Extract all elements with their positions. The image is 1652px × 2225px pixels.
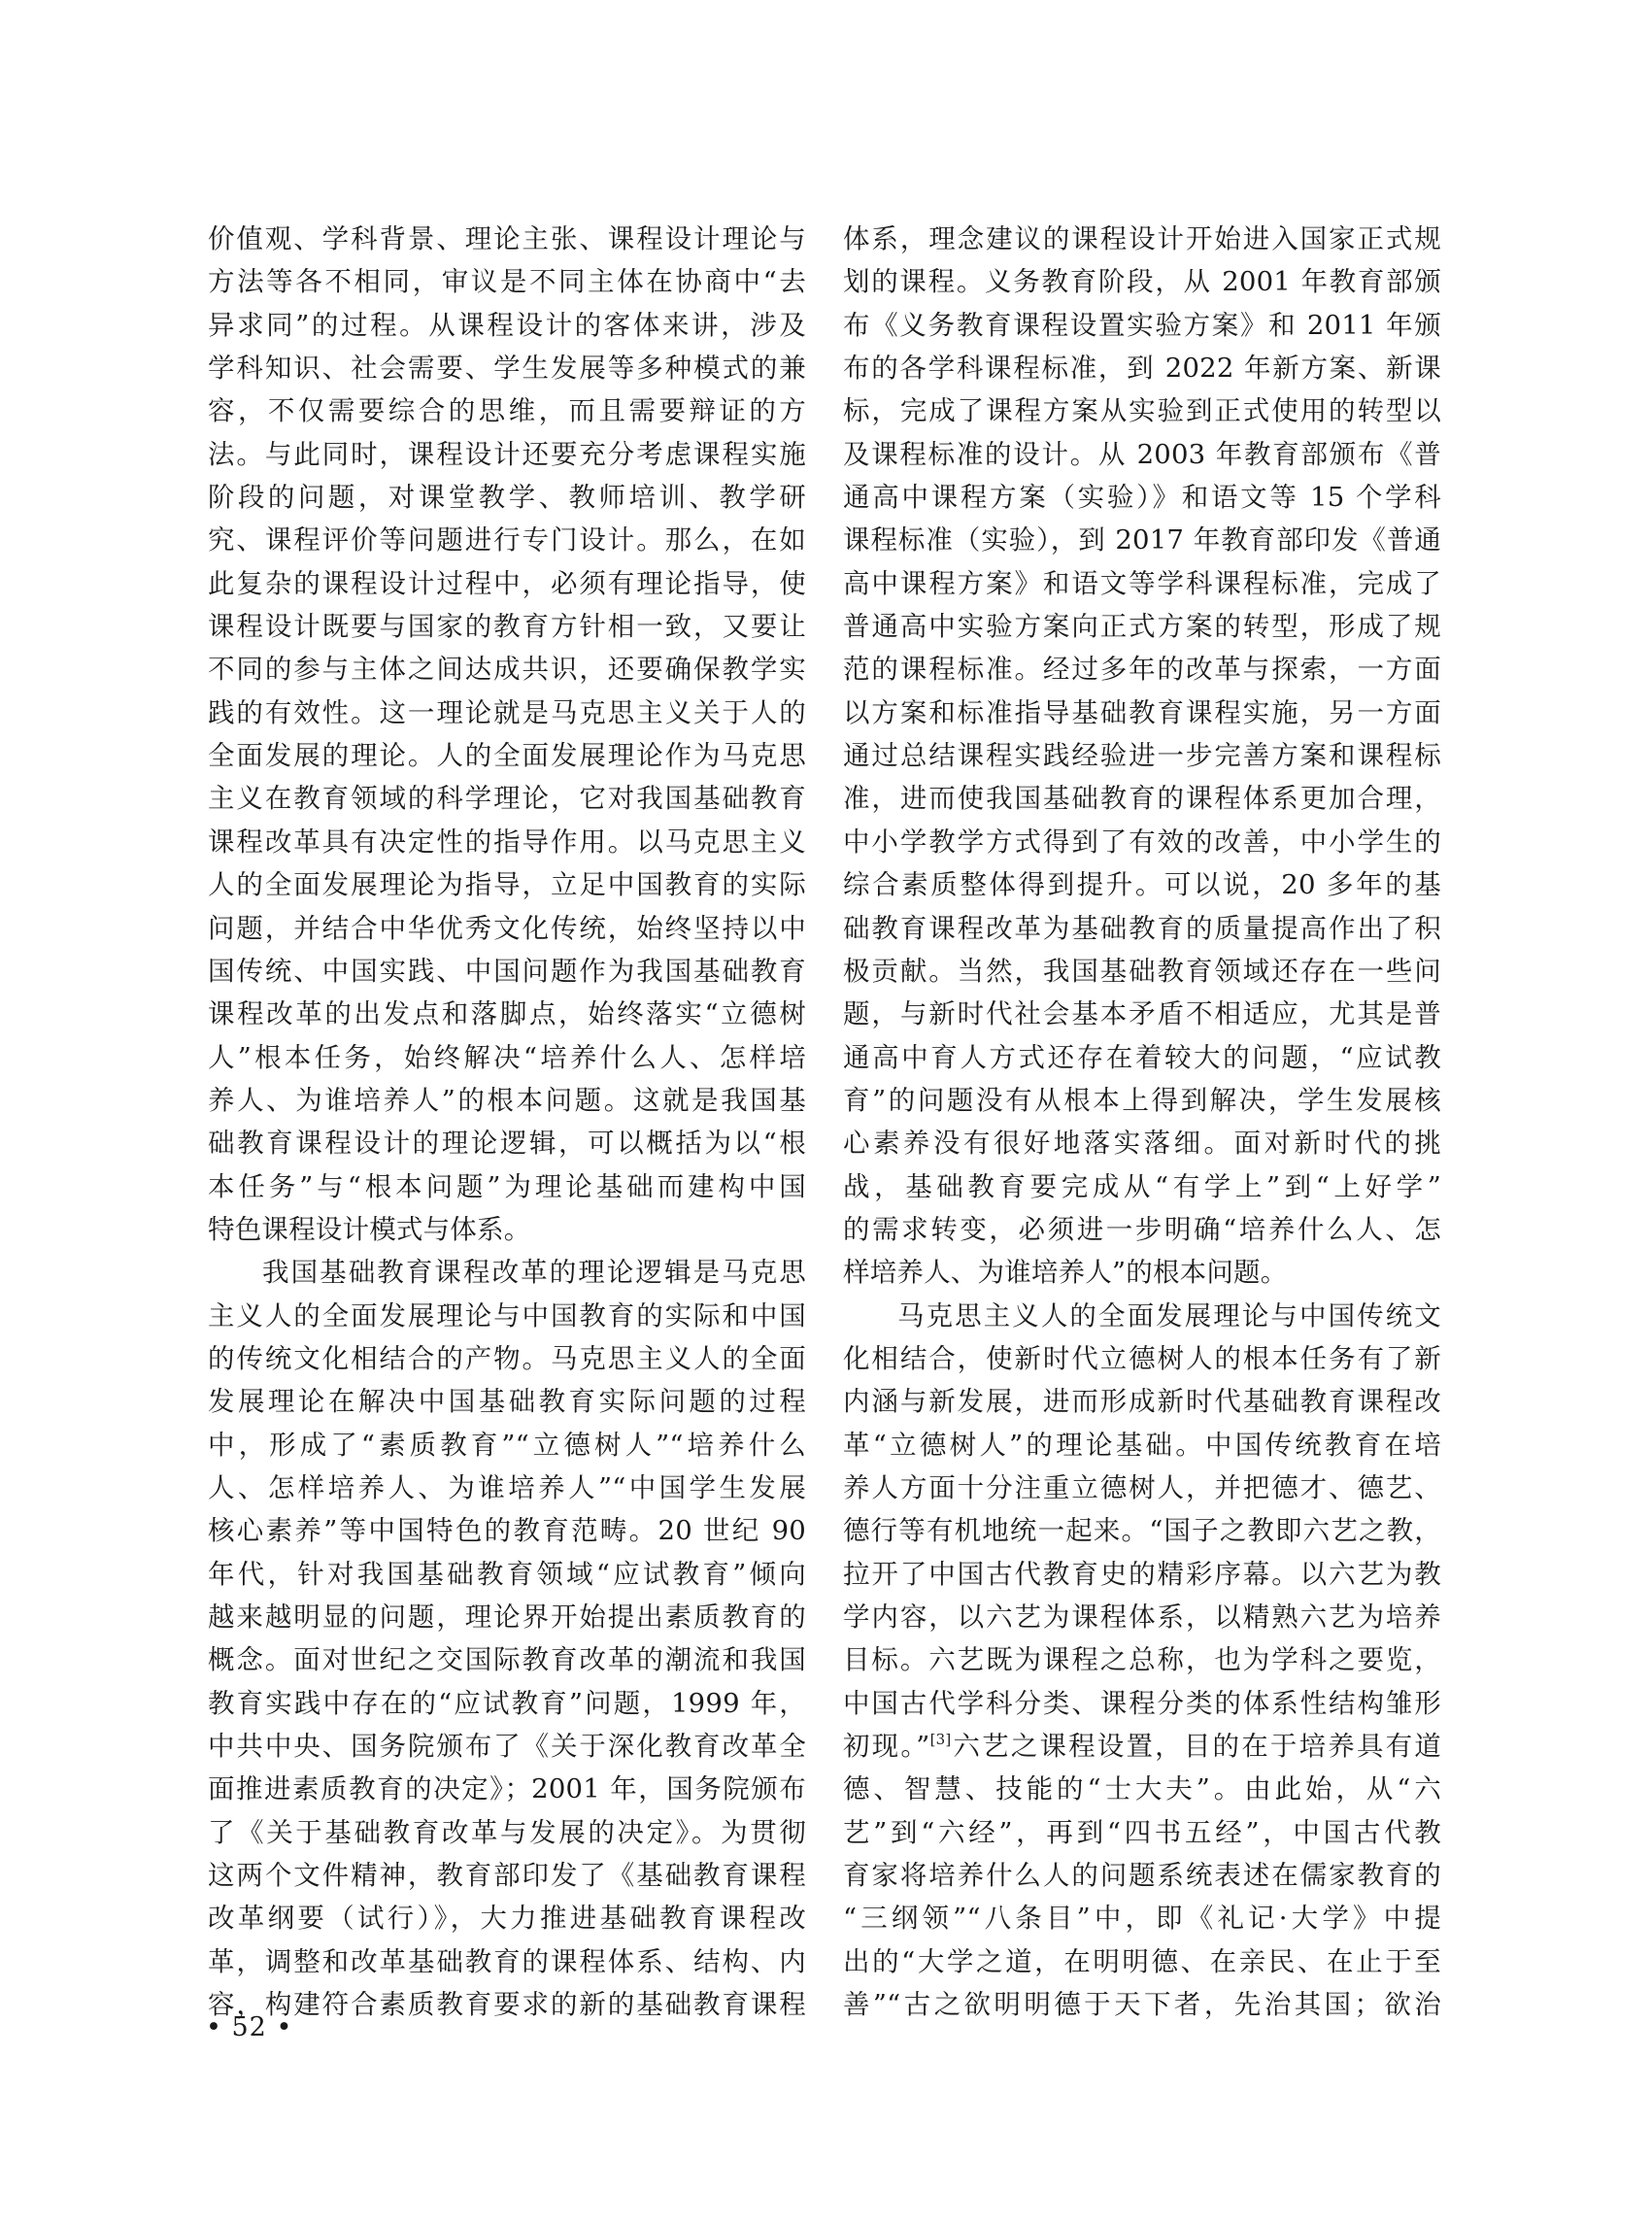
text-line: 拉开了中国古代教育史的精彩序幕。以六艺为教 xyxy=(843,1558,1441,1590)
text-line: 容，构建符合素质教育要求的新的基础教育课程 xyxy=(208,1989,806,2021)
text-line: 布《义务教育课程设置实验方案》和 2011 年颁 xyxy=(843,309,1441,341)
text-line: 主义在教育领域的科学理论，它对我国基础教育 xyxy=(208,783,806,815)
text-line: 课程设计既要与国家的教育方针相一致，又要让 xyxy=(208,611,806,643)
page-number: • 52 • xyxy=(206,2012,293,2042)
text-line: 通高中育人方式还存在着较大的问题，“应试教 xyxy=(843,1041,1441,1073)
text-line: 题，与新时代社会基本矛盾不相适应，尤其是普 xyxy=(843,998,1441,1030)
text-line: 概念。面对世纪之交国际教育改革的潮流和我国 xyxy=(208,1644,806,1676)
text-line: 范的课程标准。经过多年的改革与探索，一方面 xyxy=(843,654,1441,686)
text-line: 改革纲要（试行）》，大力推进基础教育课程改 xyxy=(208,1903,806,1935)
text-line: 了《关于基础教育改革与发展的决定》。为贯彻 xyxy=(208,1816,806,1848)
text-line: 国传统、中国实践、中国问题作为我国基础教育 xyxy=(208,955,806,987)
text-line: 以方案和标准指导基础教育课程实施，另一方面 xyxy=(843,696,1441,728)
text-line: 战，基础教育要完成从“有学上”到“上好学” xyxy=(843,1170,1441,1202)
text-line: 学内容，以六艺为课程体系，以精熟六艺为培养 xyxy=(843,1601,1441,1633)
text-line: 人、怎样培养人、为谁培养人”“中国学生发展 xyxy=(208,1471,806,1503)
text-line xyxy=(843,1725,1441,1768)
citation-marker[interactable]: [3] xyxy=(929,1731,952,1749)
text-line: 综合素质整体得到提升。可以说，20 多年的基 xyxy=(843,869,1441,901)
text-line: 价值观、学科背景、理论主张、课程设计理论与 xyxy=(208,223,806,254)
text-line: 此复杂的课程设计过程中，必须有理论指导，使 xyxy=(208,567,806,599)
paragraph-first-line: 马克思主义人的全面发展理论与中国传统文 xyxy=(897,1299,1441,1332)
text-line: 问题，并结合中华优秀文化传统，始终坚持以中 xyxy=(208,912,806,944)
quote-end: 初现。” xyxy=(843,1731,930,1763)
text-line: 养人方面十分注重立德树人，并把德才、德艺、 xyxy=(843,1471,1441,1503)
left-column xyxy=(208,218,806,2026)
text-line: 善”“古之欲明明德于天下者，先治其国；欲治 xyxy=(843,1989,1441,2021)
text-line: 养人、为谁培养人”的根本问题。这就是我国基 xyxy=(208,1084,806,1116)
text-line: 通过总结课程实践经验进一步完善方案和课程标 xyxy=(843,740,1441,772)
text-line: 德行等有机地统一起来。“国子之教即六艺之教， xyxy=(843,1515,1441,1547)
text-line: 样培养人、为谁培养人”的根本问题。 xyxy=(843,1257,1288,1289)
paragraph-first-line: 我国基础教育课程改革的理论逻辑是马克思 xyxy=(262,1257,806,1289)
text-line: 面推进素质教育的决定》；2001 年，国务院颁布 xyxy=(208,1773,806,1805)
text-line: “三纲领”“八条目”中，即《礼记·大学》中提 xyxy=(843,1903,1441,1935)
text-line: 课程改革具有决定性的指导作用。以马克思主义 xyxy=(208,826,806,858)
text-line: 中共中央、国务院颁布了《关于深化教育改革全 xyxy=(208,1731,806,1763)
text-line: 体系，理念建议的课程设计开始进入国家正式规 xyxy=(843,223,1441,254)
text-line: 课程改革的出发点和落脚点，始终落实“立德树 xyxy=(208,998,806,1030)
text-line: 育家将培养什么人的问题系统表述在儒家教育的 xyxy=(843,1860,1441,1892)
text-line: 普通高中实验方案向正式方案的转型，形成了规 xyxy=(843,611,1441,643)
text-line: 通高中课程方案（实验）》和语文等 15 个学科 xyxy=(843,482,1441,514)
text-line: 及课程标准的设计。从 2003 年教育部颁布《普 xyxy=(843,438,1441,470)
text-line: 德、智慧、技能的“士大夫”。由此始，从“六 xyxy=(843,1773,1441,1805)
text-segment: 六艺之课程设置，目的在于培养具有道 xyxy=(951,1731,1442,1763)
text-line: 育”的问题没有从根本上得到解决，学生发展核 xyxy=(843,1084,1441,1116)
text-line: 全面发展的理论。人的全面发展理论作为马克思 xyxy=(208,740,806,772)
right-column xyxy=(843,218,1441,2026)
text-line: 方法等各不相同，审议是不同主体在协商中“去 xyxy=(208,266,806,298)
text-line: 发展理论在解决中国基础教育实际问题的过程 xyxy=(208,1386,806,1418)
text-line: 人的全面发展理论为指导，立足中国教育的实际 xyxy=(208,869,806,901)
text-line: 革，调整和改革基础教育的课程体系、结构、内 xyxy=(208,1945,806,1977)
text-line: 阶段的问题，对课堂教学、教师培训、教学研 xyxy=(208,482,806,514)
text-line: 学科知识、社会需要、学生发展等多种模式的兼 xyxy=(208,353,806,385)
text-line: 这两个文件精神，教育部印发了《基础教育课程 xyxy=(208,1860,806,1892)
text-line: 中，形成了“素质教育”“立德树人”“培养什么 xyxy=(208,1429,806,1461)
text-line: 践的有效性。这一理论就是马克思主义关于人的 xyxy=(208,696,806,728)
text-line: 课程标准（实验），到 2017 年教育部印发《普通 xyxy=(843,524,1441,556)
text-line: 主义人的全面发展理论与中国教育的实际和中国 xyxy=(208,1299,806,1332)
text-line: 标，完成了课程方案从实验到正式使用的转型以 xyxy=(843,395,1441,427)
text-line: 人”根本任务，始终解决“培养什么人、怎样培 xyxy=(208,1041,806,1073)
text-line: 划的课程。义务教育阶段，从 2001 年教育部颁 xyxy=(843,266,1441,298)
text-line: 教育实践中存在的“应试教育”问题，1999 年， xyxy=(208,1687,806,1719)
text-line: 特色课程设计模式与体系。 xyxy=(208,1213,531,1245)
text-line: 的需求转变，必须进一步明确“培养什么人、怎 xyxy=(843,1213,1441,1245)
text-line: 容，不仅需要综合的思维，而且需要辩证的方 xyxy=(208,395,806,427)
text-line: 中国古代学科分类、课程分类的体系性结构雏形 xyxy=(843,1687,1441,1719)
text-line: 革“立德树人”的理论基础。中国传统教育在培 xyxy=(843,1429,1441,1461)
text-line: 高中课程方案》和语文等学科课程标准，完成了 xyxy=(843,567,1441,599)
text-line: 艺”到“六经”，再到“四书五经”，中国古代教 xyxy=(843,1816,1441,1848)
text-line: 越来越明显的问题，理论界开始提出素质教育的 xyxy=(208,1601,806,1633)
text-line: 目标。六艺既为课程之总称，也为学科之要览， xyxy=(843,1644,1441,1676)
text-line: 极贡献。当然，我国基础教育领域还存在一些问 xyxy=(843,955,1441,987)
text-line: 核心素养”等中国特色的教育范畴。20 世纪 90 xyxy=(208,1515,806,1547)
text-line: 内涵与新发展，进而形成新时代基础教育课程改 xyxy=(843,1386,1441,1418)
text-line: 础教育课程改革为基础教育的质量提高作出了积 xyxy=(843,912,1441,944)
text-line: 出的“大学之道，在明明德、在亲民、在止于至 xyxy=(843,1945,1441,1977)
text-line: 本任务”与“根本问题”为理论基础而建构中国 xyxy=(208,1170,806,1202)
text-line: 化相结合，使新时代立德树人的根本任务有了新 xyxy=(843,1342,1441,1374)
text-line: 布的各学科课程标准，到 2022 年新方案、新课 xyxy=(843,353,1441,385)
text-line: 法。与此同时，课程设计还要充分考虑课程实施 xyxy=(208,438,806,470)
text-line: 心素养没有很好地落实落细。面对新时代的挑 xyxy=(843,1128,1441,1160)
text-line: 中小学教学方式得到了有效的改善，中小学生的 xyxy=(843,826,1441,858)
text-line: 异求同”的过程。从课程设计的客体来讲，涉及 xyxy=(208,309,806,341)
text-line: 不同的参与主体之间达成共识，还要确保教学实 xyxy=(208,654,806,686)
text-line: 年代，针对我国基础教育领域“应试教育”倾向 xyxy=(208,1558,806,1590)
text-line: 础教育课程设计的理论逻辑，可以概括为以“根 xyxy=(208,1128,806,1160)
text-line: 究、课程评价等问题进行专门设计。那么，在如 xyxy=(208,524,806,556)
text-line: 准，进而使我国基础教育的课程体系更加合理， xyxy=(843,783,1441,815)
text-line: 的传统文化相结合的产物。马克思主义人的全面 xyxy=(208,1342,806,1374)
